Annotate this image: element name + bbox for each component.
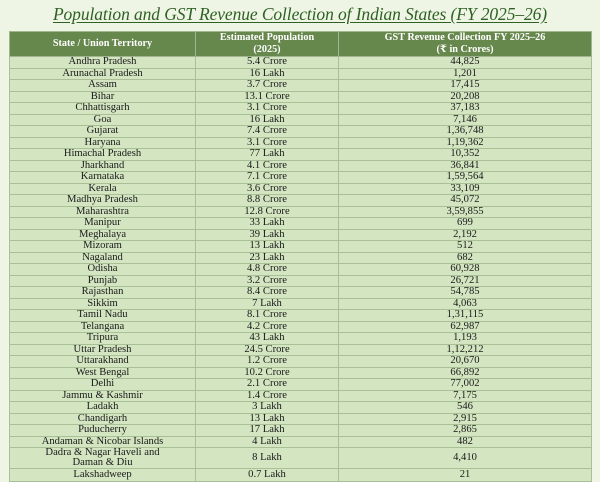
table-row <box>10 425 592 437</box>
gst-cell: 77,002 <box>339 379 592 391</box>
state-cell: Andhra Pradesh <box>10 57 196 69</box>
table-row <box>10 344 592 356</box>
table-row <box>10 68 592 80</box>
table-row <box>10 379 592 391</box>
table-row <box>10 287 592 299</box>
population-cell: 4 Lakh <box>196 436 339 448</box>
state-cell: Jharkhand <box>10 160 196 172</box>
population-cell: 17 Lakh <box>196 425 339 437</box>
state-cell: Assam <box>10 80 196 92</box>
population-cell: 7.1 Crore <box>196 172 339 184</box>
gst-cell: 36,841 <box>339 160 592 172</box>
table-row <box>10 137 592 149</box>
state-cell: Lakshadweep <box>10 469 196 482</box>
gst-cell: 682 <box>339 252 592 264</box>
gst-cell: 7,175 <box>339 390 592 402</box>
state-name-line2: Daman & Diu <box>72 457 133 468</box>
population-cell: 13 Lakh <box>196 413 339 425</box>
population-cell: 3.1 Crore <box>196 103 339 115</box>
state-cell <box>10 448 196 469</box>
population-cell: 7.4 Crore <box>196 126 339 138</box>
population-cell: 7 Lakh <box>196 298 339 310</box>
population-cell: 0.7 Lakh <box>196 469 339 482</box>
column-header-state: State / Union Territory <box>10 32 196 57</box>
table-row <box>10 356 592 368</box>
state-cell: Mizoram <box>10 241 196 253</box>
state-cell: Manipur <box>10 218 196 230</box>
state-cell: Kerala <box>10 183 196 195</box>
gst-cell: 1,36,748 <box>339 126 592 138</box>
population-gst-table <box>9 31 592 482</box>
table-row <box>10 448 592 469</box>
table-row <box>10 252 592 264</box>
gst-cell: 26,721 <box>339 275 592 287</box>
gst-header-line2: (₹ in Crores) <box>436 44 494 55</box>
population-header-line2: (2025) <box>253 44 281 55</box>
state-cell: Sikkim <box>10 298 196 310</box>
state-cell: Uttar Pradesh <box>10 344 196 356</box>
table-body <box>10 57 592 482</box>
table-row <box>10 367 592 379</box>
state-cell: Meghalaya <box>10 229 196 241</box>
gst-cell: 699 <box>339 218 592 230</box>
gst-cell: 2,192 <box>339 229 592 241</box>
gst-cell: 60,928 <box>339 264 592 276</box>
gst-cell: 54,785 <box>339 287 592 299</box>
state-cell: Karnataka <box>10 172 196 184</box>
state-cell: Telangana <box>10 321 196 333</box>
gst-cell: 512 <box>339 241 592 253</box>
gst-cell: 4,410 <box>339 448 592 469</box>
state-name-line1: Dadra & Nagar Haveli and <box>45 447 160 458</box>
state-cell: Ladakh <box>10 402 196 414</box>
population-cell: 4.2 Crore <box>196 321 339 333</box>
table-row <box>10 91 592 103</box>
table-row <box>10 229 592 241</box>
state-cell: Nagaland <box>10 252 196 264</box>
table-row <box>10 183 592 195</box>
gst-cell: 10,352 <box>339 149 592 161</box>
population-cell: 8.8 Crore <box>196 195 339 207</box>
population-cell: 77 Lakh <box>196 149 339 161</box>
population-cell: 39 Lakh <box>196 229 339 241</box>
population-cell: 3.2 Crore <box>196 275 339 287</box>
state-cell: Madhya Pradesh <box>10 195 196 207</box>
table-row <box>10 275 592 287</box>
table-row <box>10 390 592 402</box>
gst-cell: 2,915 <box>339 413 592 425</box>
population-cell: 10.2 Crore <box>196 367 339 379</box>
gst-cell: 7,146 <box>339 114 592 126</box>
table-row <box>10 241 592 253</box>
gst-cell: 45,072 <box>339 195 592 207</box>
gst-header-line1: GST Revenue Collection FY 2025–26 <box>384 32 546 44</box>
population-cell: 43 Lakh <box>196 333 339 345</box>
population-cell: 3.6 Crore <box>196 183 339 195</box>
population-cell: 16 Lakh <box>196 114 339 126</box>
state-cell: Odisha <box>10 264 196 276</box>
column-header-population <box>196 32 339 57</box>
gst-cell: 1,59,564 <box>339 172 592 184</box>
table-row <box>10 80 592 92</box>
gst-cell: 37,183 <box>339 103 592 115</box>
table-row <box>10 298 592 310</box>
population-cell: 8.1 Crore <box>196 310 339 322</box>
gst-cell: 1,12,212 <box>339 344 592 356</box>
population-cell: 3 Lakh <box>196 402 339 414</box>
state-cell: Delhi <box>10 379 196 391</box>
state-cell: Andaman & Nicobar Islands <box>10 436 196 448</box>
gst-cell: 3,59,855 <box>339 206 592 218</box>
population-cell: 4.1 Crore <box>196 160 339 172</box>
gst-cell: 20,208 <box>339 91 592 103</box>
population-cell: 12.8 Crore <box>196 206 339 218</box>
state-cell: Chhattisgarh <box>10 103 196 115</box>
table-row <box>10 126 592 138</box>
population-cell: 23 Lakh <box>196 252 339 264</box>
page-title: Population and GST Revenue Collection of Indian States (FY 2025–26) <box>52 4 548 24</box>
population-cell: 4.8 Crore <box>196 264 339 276</box>
gst-cell: 4,063 <box>339 298 592 310</box>
population-header-line1: Estimated Population <box>219 32 315 44</box>
gst-cell: 1,193 <box>339 333 592 345</box>
state-cell: Punjab <box>10 275 196 287</box>
state-cell: Arunachal Pradesh <box>10 68 196 80</box>
gst-cell: 33,109 <box>339 183 592 195</box>
population-cell: 24.5 Crore <box>196 344 339 356</box>
gst-cell: 1,31,115 <box>339 310 592 322</box>
state-cell: Goa <box>10 114 196 126</box>
table-row <box>10 57 592 69</box>
population-cell: 3.7 Crore <box>196 80 339 92</box>
state-cell: Chandigarh <box>10 413 196 425</box>
population-cell: 8 Lakh <box>196 448 339 469</box>
population-cell: 1.4 Crore <box>196 390 339 402</box>
gst-cell: 1,201 <box>339 68 592 80</box>
gst-cell: 1,19,362 <box>339 137 592 149</box>
state-cell: Bihar <box>10 91 196 103</box>
population-cell: 1.2 Crore <box>196 356 339 368</box>
table-row <box>10 218 592 230</box>
table-row <box>10 149 592 161</box>
population-cell: 33 Lakh <box>196 218 339 230</box>
table-row <box>10 264 592 276</box>
table-row <box>10 160 592 172</box>
state-cell: Haryana <box>10 137 196 149</box>
table-row <box>10 333 592 345</box>
table-row <box>10 206 592 218</box>
table-row <box>10 114 592 126</box>
state-cell: Himachal Pradesh <box>10 149 196 161</box>
table-row <box>10 195 592 207</box>
gst-cell: 21 <box>339 469 592 482</box>
table-row <box>10 413 592 425</box>
table-row <box>10 172 592 184</box>
table-row <box>10 469 592 482</box>
gst-cell: 20,670 <box>339 356 592 368</box>
table-row <box>10 321 592 333</box>
state-cell: Gujarat <box>10 126 196 138</box>
state-cell: Tamil Nadu <box>10 310 196 322</box>
state-cell: Puducherry <box>10 425 196 437</box>
table-row <box>10 103 592 115</box>
gst-cell: 44,825 <box>339 57 592 69</box>
population-cell: 13.1 Crore <box>196 91 339 103</box>
population-cell: 2.1 Crore <box>196 379 339 391</box>
state-cell: Uttarakhand <box>10 356 196 368</box>
state-cell: Rajasthan <box>10 287 196 299</box>
population-cell: 5.4 Crore <box>196 57 339 69</box>
gst-cell: 2,865 <box>339 425 592 437</box>
column-header-gst <box>339 32 592 57</box>
state-cell: Maharashtra <box>10 206 196 218</box>
population-cell: 8.4 Crore <box>196 287 339 299</box>
gst-cell: 62,987 <box>339 321 592 333</box>
table-row <box>10 436 592 448</box>
table-row <box>10 310 592 322</box>
state-cell: West Bengal <box>10 367 196 379</box>
table-row <box>10 402 592 414</box>
state-cell: Tripura <box>10 333 196 345</box>
population-cell: 3.1 Crore <box>196 137 339 149</box>
population-cell: 16 Lakh <box>196 68 339 80</box>
gst-cell: 482 <box>339 436 592 448</box>
population-cell: 13 Lakh <box>196 241 339 253</box>
table-header-row <box>10 32 592 57</box>
gst-cell: 546 <box>339 402 592 414</box>
gst-cell: 66,892 <box>339 367 592 379</box>
state-cell: Jammu & Kashmir <box>10 390 196 402</box>
gst-cell: 17,415 <box>339 80 592 92</box>
